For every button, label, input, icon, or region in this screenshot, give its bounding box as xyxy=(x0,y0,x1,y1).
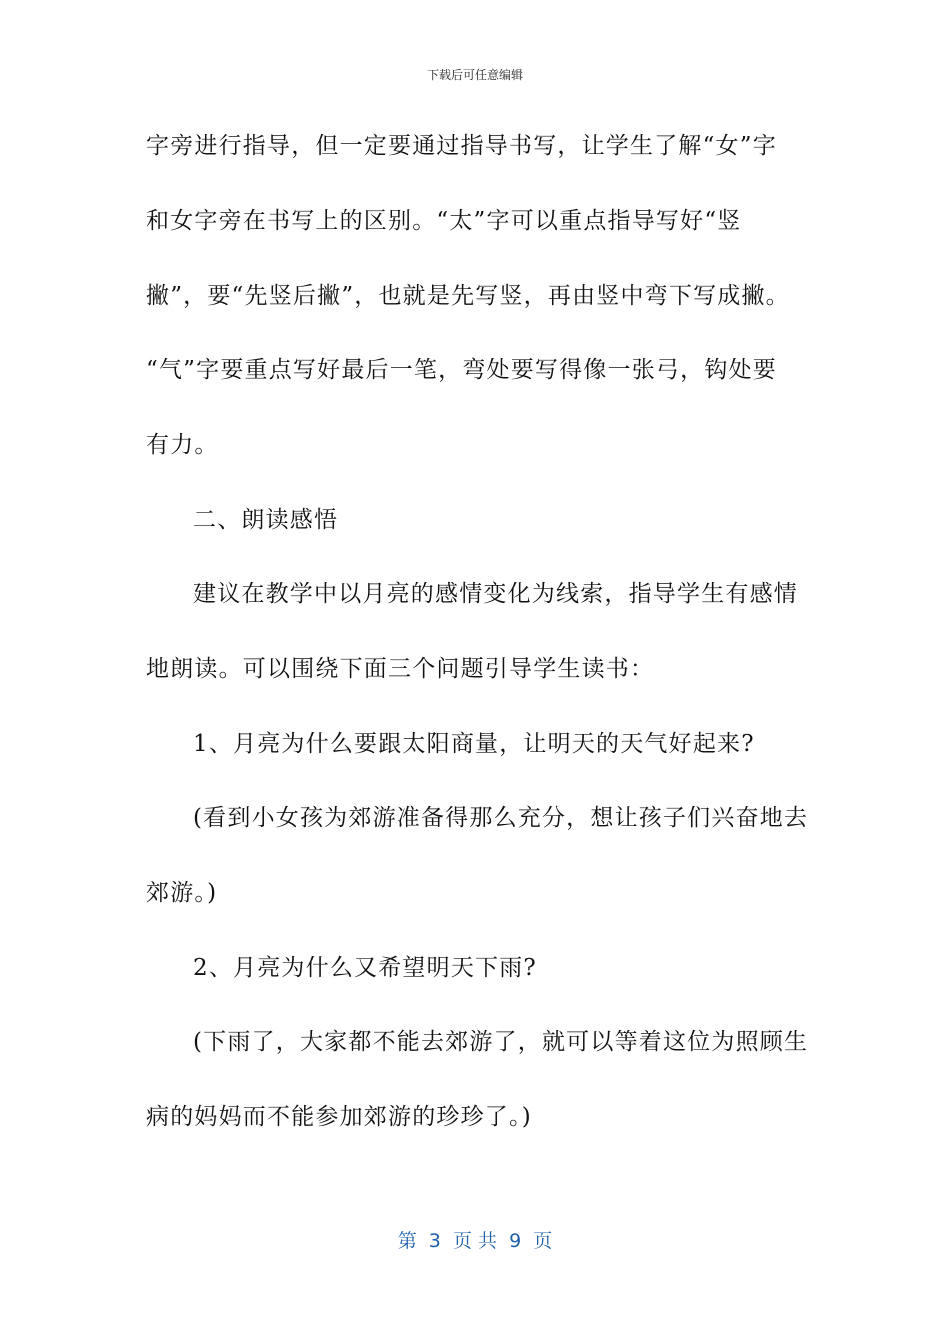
text-line: 撇”，要“先竖后撇”，也就是先写竖，再由竖中弯下写成撇。 xyxy=(146,283,790,309)
answer-line: 病的妈妈而不能参加郊游的珍珍了。) xyxy=(146,1104,532,1130)
text-line: 有力。 xyxy=(146,432,219,458)
answer-line: 郊游。) xyxy=(146,880,218,906)
page-header: 下载后可任意编辑 xyxy=(426,68,523,82)
text-line: “气”字要重点写好最后一笔，弯处要写得像一张弓，钩处要 xyxy=(146,357,777,383)
question-line: 2、月亮为什么又希望明天下雨? xyxy=(193,955,537,981)
question-line: 1、月亮为什么要跟太阳商量，让明天的天气好起来? xyxy=(193,731,755,757)
text-line: 建议在教学中以月亮的感情变化为线索，指导学生有感情 xyxy=(193,581,798,607)
answer-line: (看到小女孩为郊游准备得那么充分，想让孩子们兴奋地去 xyxy=(193,805,809,831)
text-line: 和女字旁在书写上的区别。“太”字可以重点指导写好“竖 xyxy=(146,208,742,234)
text-line: 字旁进行指导，但一定要通过指导书写，让学生了解“女”字 xyxy=(146,133,777,159)
answer-line: (下雨了，大家都不能去郊游了，就可以等着这位为照顾生 xyxy=(193,1029,809,1055)
section-heading: 二、朗读感悟 xyxy=(193,507,339,533)
text-line: 地朗读。可以围绕下面三个问题引导学生读书： xyxy=(146,656,655,682)
page-number: 第 3 页 共 9 页 xyxy=(397,1230,553,1252)
